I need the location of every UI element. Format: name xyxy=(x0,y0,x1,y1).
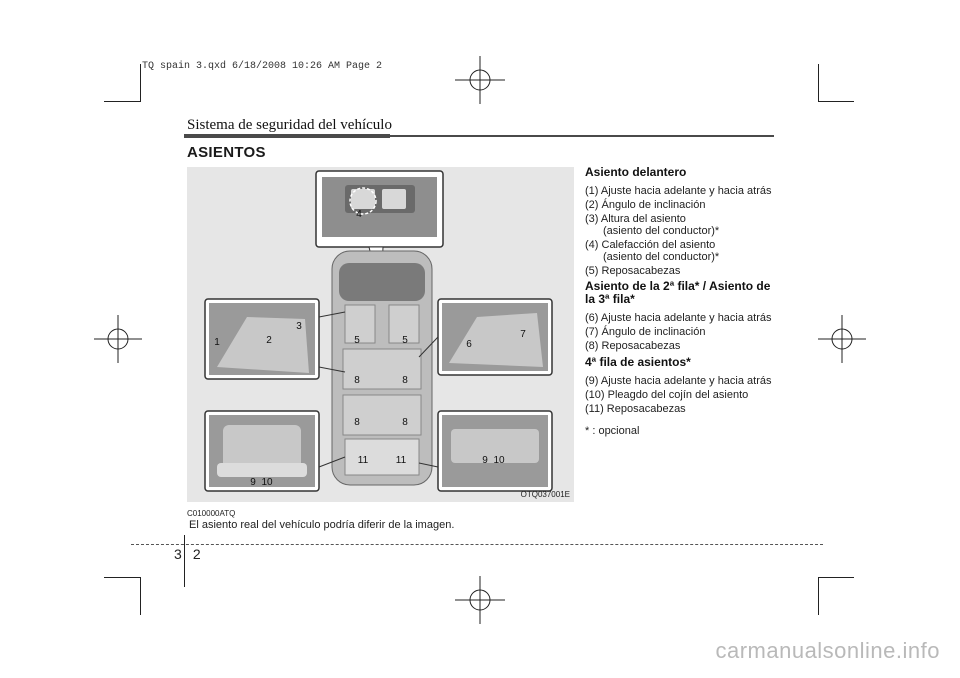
list-item: (7) Ángulo de inclinación xyxy=(585,326,706,338)
section-title: Sistema de seguridad del vehículo xyxy=(187,117,392,133)
callout-8a: 8 xyxy=(354,375,360,386)
list-item: (6) Ajuste hacia adelante y hacia atrás xyxy=(585,312,772,324)
vehicle-top-view xyxy=(332,251,432,485)
callout-8b: 8 xyxy=(402,375,408,386)
second-row-section xyxy=(585,280,777,354)
callout-11a: 11 xyxy=(357,455,369,466)
title-rule-line xyxy=(390,135,774,137)
callout-7: 7 xyxy=(520,329,526,340)
callout-9a: 9 xyxy=(250,477,256,488)
title-rule xyxy=(184,134,390,138)
callout-3: 3 xyxy=(296,321,302,332)
seats-illustration xyxy=(187,167,574,502)
chapter-number: 3 xyxy=(174,546,182,562)
watermark: carmanualsonline.info xyxy=(715,638,940,663)
callout-8c: 8 xyxy=(354,417,360,428)
callout-9b: 9 xyxy=(482,455,488,466)
callout-11b: 11 xyxy=(395,455,407,466)
front-seat-inset xyxy=(205,299,345,379)
second-row-title: Asiento de la 2ª fila* / Asiento de la 3ª fila* xyxy=(585,279,771,306)
callout-2: 2 xyxy=(266,335,272,346)
fourth-row-title: 4ª fila de asientos* xyxy=(585,355,691,369)
page-number xyxy=(174,546,206,562)
list-item: (10) Pleagdo del cojín del asiento xyxy=(585,389,749,401)
callout-8d: 8 xyxy=(402,417,408,428)
seats-figure xyxy=(187,167,574,502)
list-item: (8) Reposacabezas xyxy=(585,340,681,352)
front-seat-section xyxy=(585,166,777,279)
list-item: (11) Reposacabezas xyxy=(585,403,686,415)
callout-4: 4 xyxy=(356,209,362,220)
callout-6: 6 xyxy=(466,339,472,350)
callout-5b: 5 xyxy=(402,335,408,346)
figure-code: OTQ037001E xyxy=(520,490,570,499)
page-index: 2 xyxy=(192,546,201,562)
callout-10a: 10 xyxy=(261,477,273,488)
figure-caption: El asiento real del vehículo podría diferir de la imagen. xyxy=(189,519,455,531)
list-item: (2) Ángulo de inclinación xyxy=(585,199,706,211)
optional-note: * : opcional xyxy=(585,425,640,437)
figure-label: C010000ATQ xyxy=(187,509,236,518)
list-item: (3) Altura del asiento (asiento del conductor)* xyxy=(585,213,720,237)
list-item: (5) Reposacabezas xyxy=(585,265,681,277)
page-divider xyxy=(131,544,823,545)
list-item: (1) Ajuste hacia adelante y hacia atrás xyxy=(585,185,772,197)
callout-1: 1 xyxy=(214,337,220,348)
list-item: (4) Calefacción del asiento (asiento del conductor)* xyxy=(585,239,720,263)
callout-10b: 10 xyxy=(493,455,505,466)
callout-5a: 5 xyxy=(354,335,360,346)
second-row-inset xyxy=(419,299,552,375)
front-seat-title: Asiento delantero xyxy=(585,165,687,179)
cargo-inset xyxy=(419,411,552,491)
rear-seat-inset xyxy=(205,411,345,491)
page-heading: ASIENTOS xyxy=(187,144,266,161)
print-header: TQ spain 3.qxd 6/18/2008 10:26 AM Page 2 xyxy=(142,61,383,72)
list-item: (9) Ajuste hacia adelante y hacia atrás xyxy=(585,375,772,387)
fourth-row-section xyxy=(585,356,777,437)
